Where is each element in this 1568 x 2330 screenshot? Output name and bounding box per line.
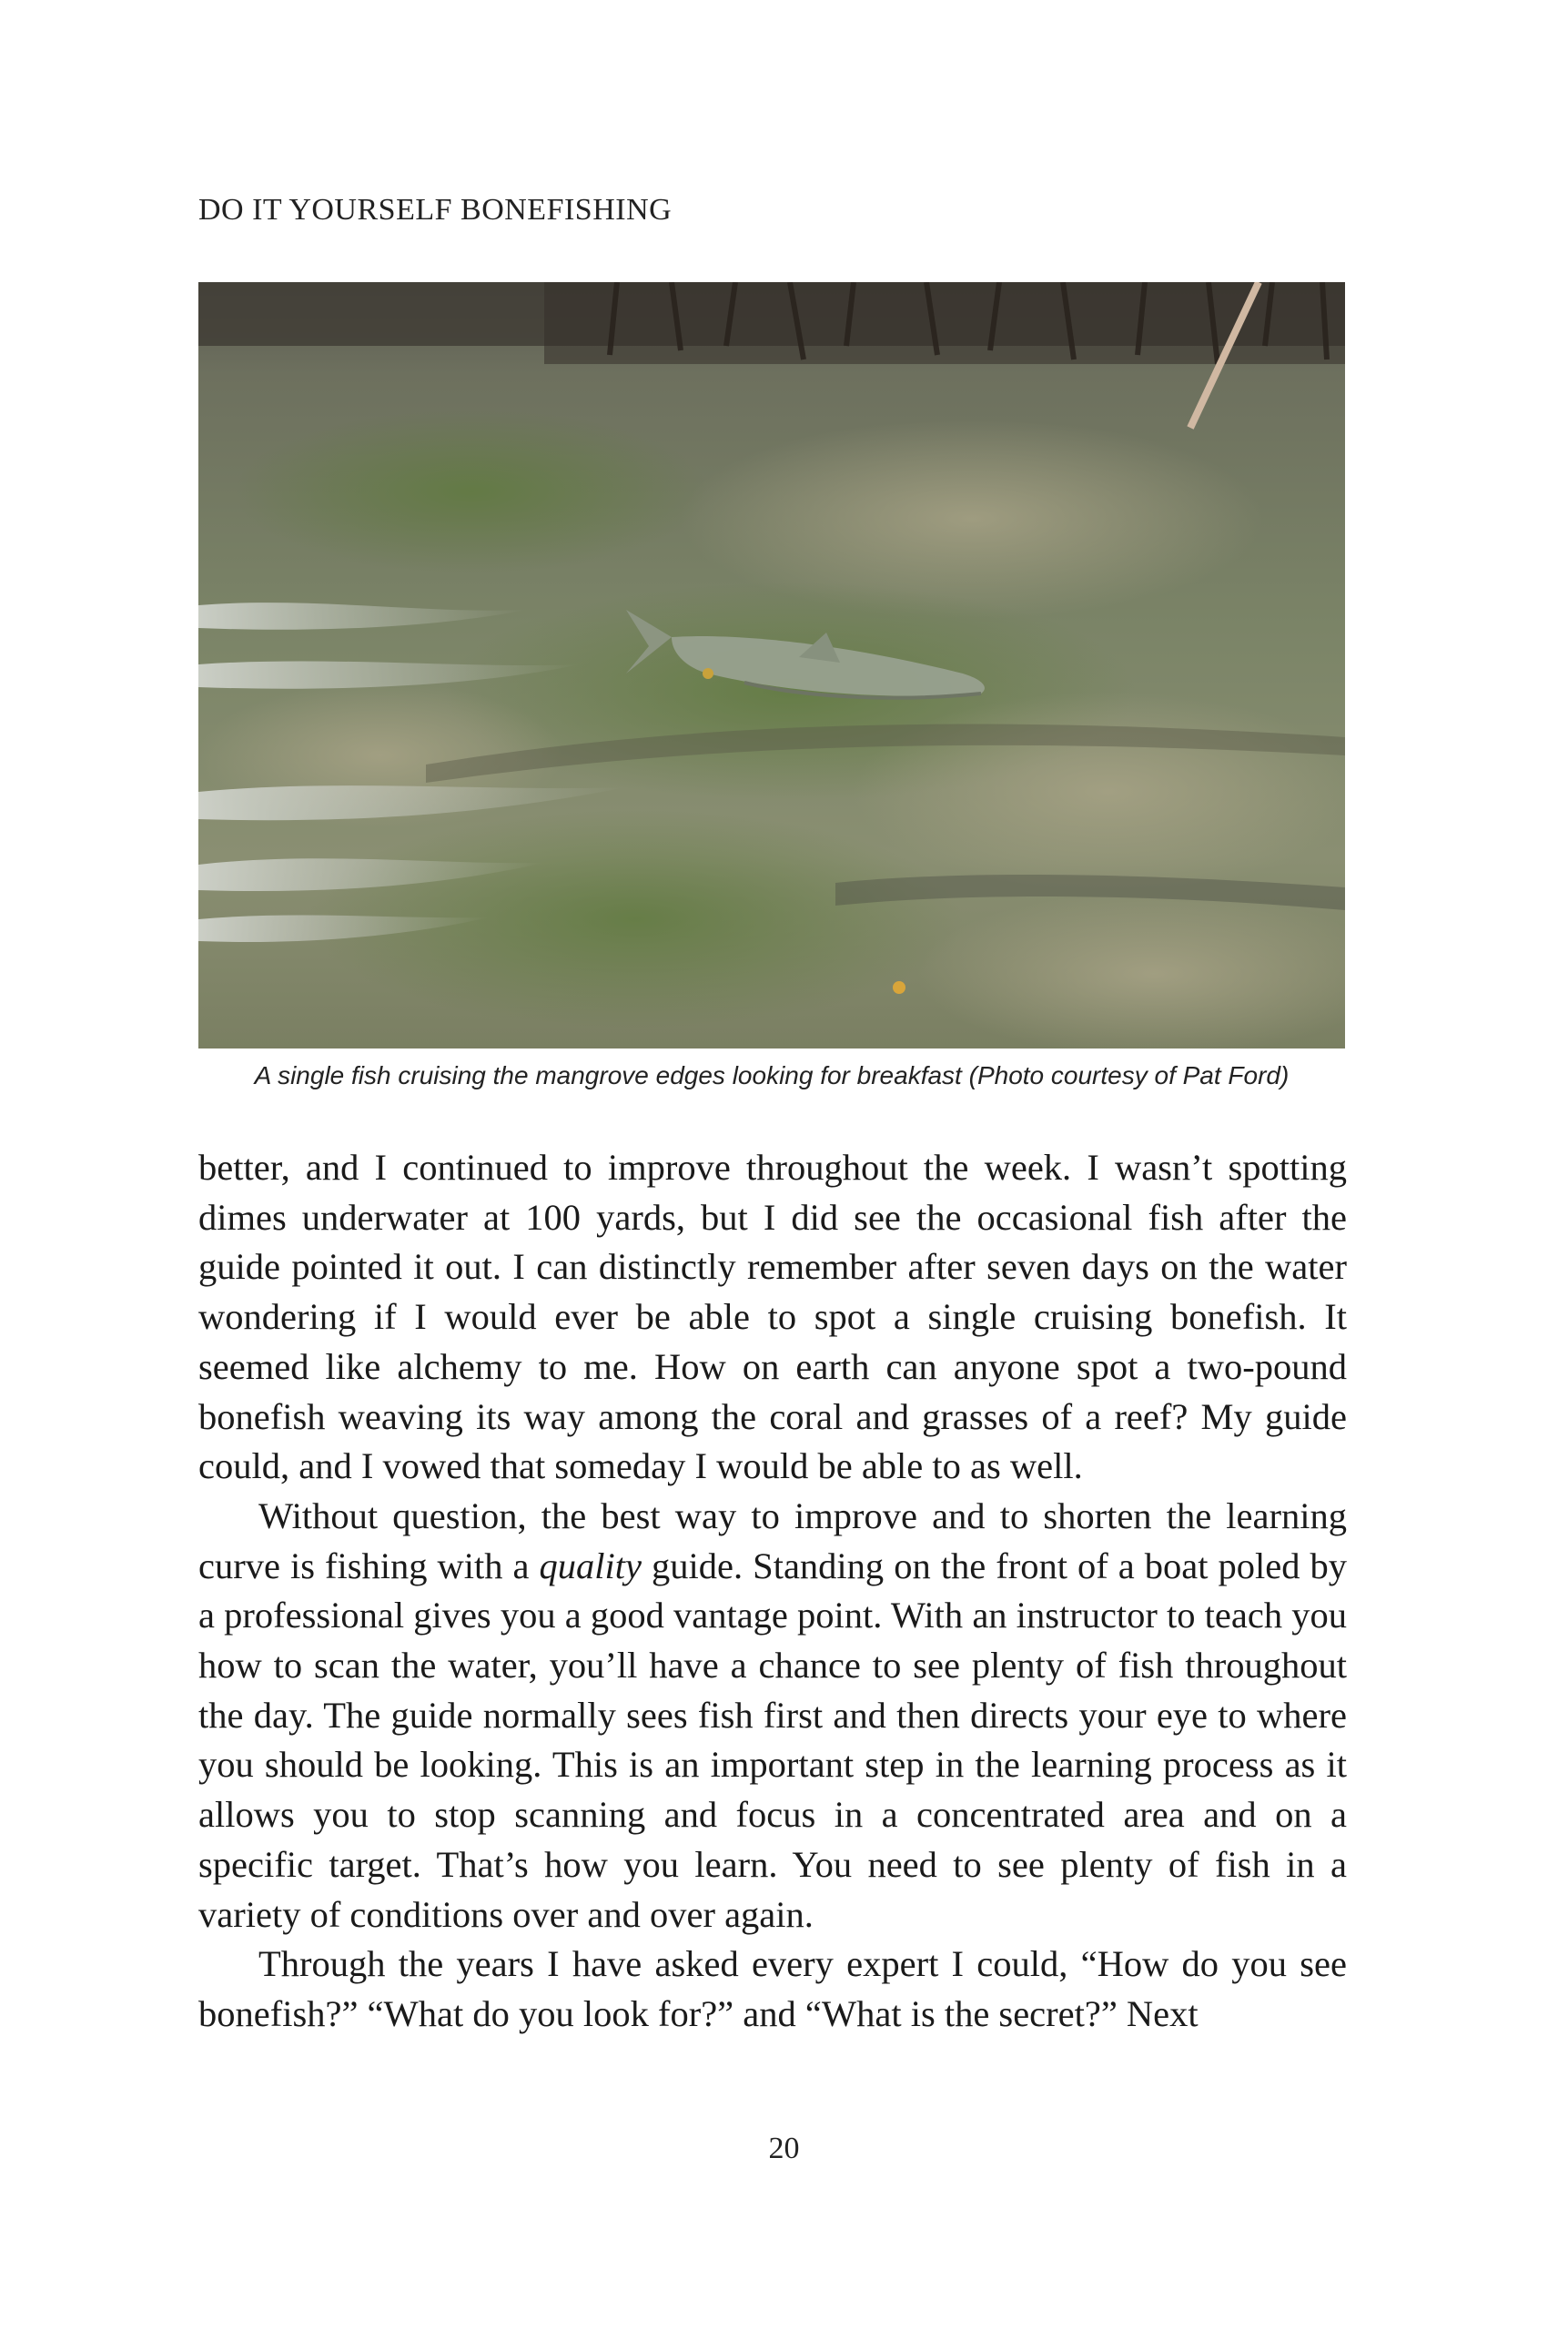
body-text xyxy=(198,1143,1347,2040)
paragraph-1: better, and I continued to improve throughout the week. I wasn’t spotting dimes underwater at 100 yards, but I did see the occasional fish after the guide pointed it out. I can distinctly remember after seven days on the water wondering if I would ever be able to spot a single cruising bonefish. It seemed like alchemy to me. How on earth can anyone spot a two-pound bonefish weaving its way among the coral and grasses of a reef? My guide could, and I vowed that someday I would be able to as well. xyxy=(198,1147,1347,1487)
photo-illustration xyxy=(198,282,1345,1048)
figure-caption: A single fish cruising the mangrove edges looking for breakfast (Photo courtesy of Pat Ford) xyxy=(254,1061,1290,1089)
running-head: DO IT YOURSELF BONEFISHING xyxy=(198,193,673,227)
emphasis-quality: quality xyxy=(539,1545,642,1586)
paragraph-2-end: guide. Standing on the front of a boat poled by a professional gives you a good vantage point. With an instructor to teach you how to scan the water, you’ll have a chance to see plenty of fish throughout the day. The guide normally sees fish first and then directs your eye to where you should be looking. This is an important step in the learning process as it allows you to stop scanning and focus in a concentrated area and on a specific target. That’s how you learn. You need to see plenty of fish in a variety of conditions over and over again. xyxy=(198,1545,1347,1935)
page-number: 20 xyxy=(768,2132,800,2165)
bonefish-photo xyxy=(198,282,1345,1048)
paragraph-2-start: Without question, the best way to improve and to shorten the learning curve is fishing with a xyxy=(198,1494,1347,1586)
paragraph-2 xyxy=(198,1492,1347,1940)
paragraph-3: Through the years I have asked every expert I could, “How do you see bonefish?” “What do you look for?” and “What is the secret?” Next xyxy=(198,1943,1347,2034)
